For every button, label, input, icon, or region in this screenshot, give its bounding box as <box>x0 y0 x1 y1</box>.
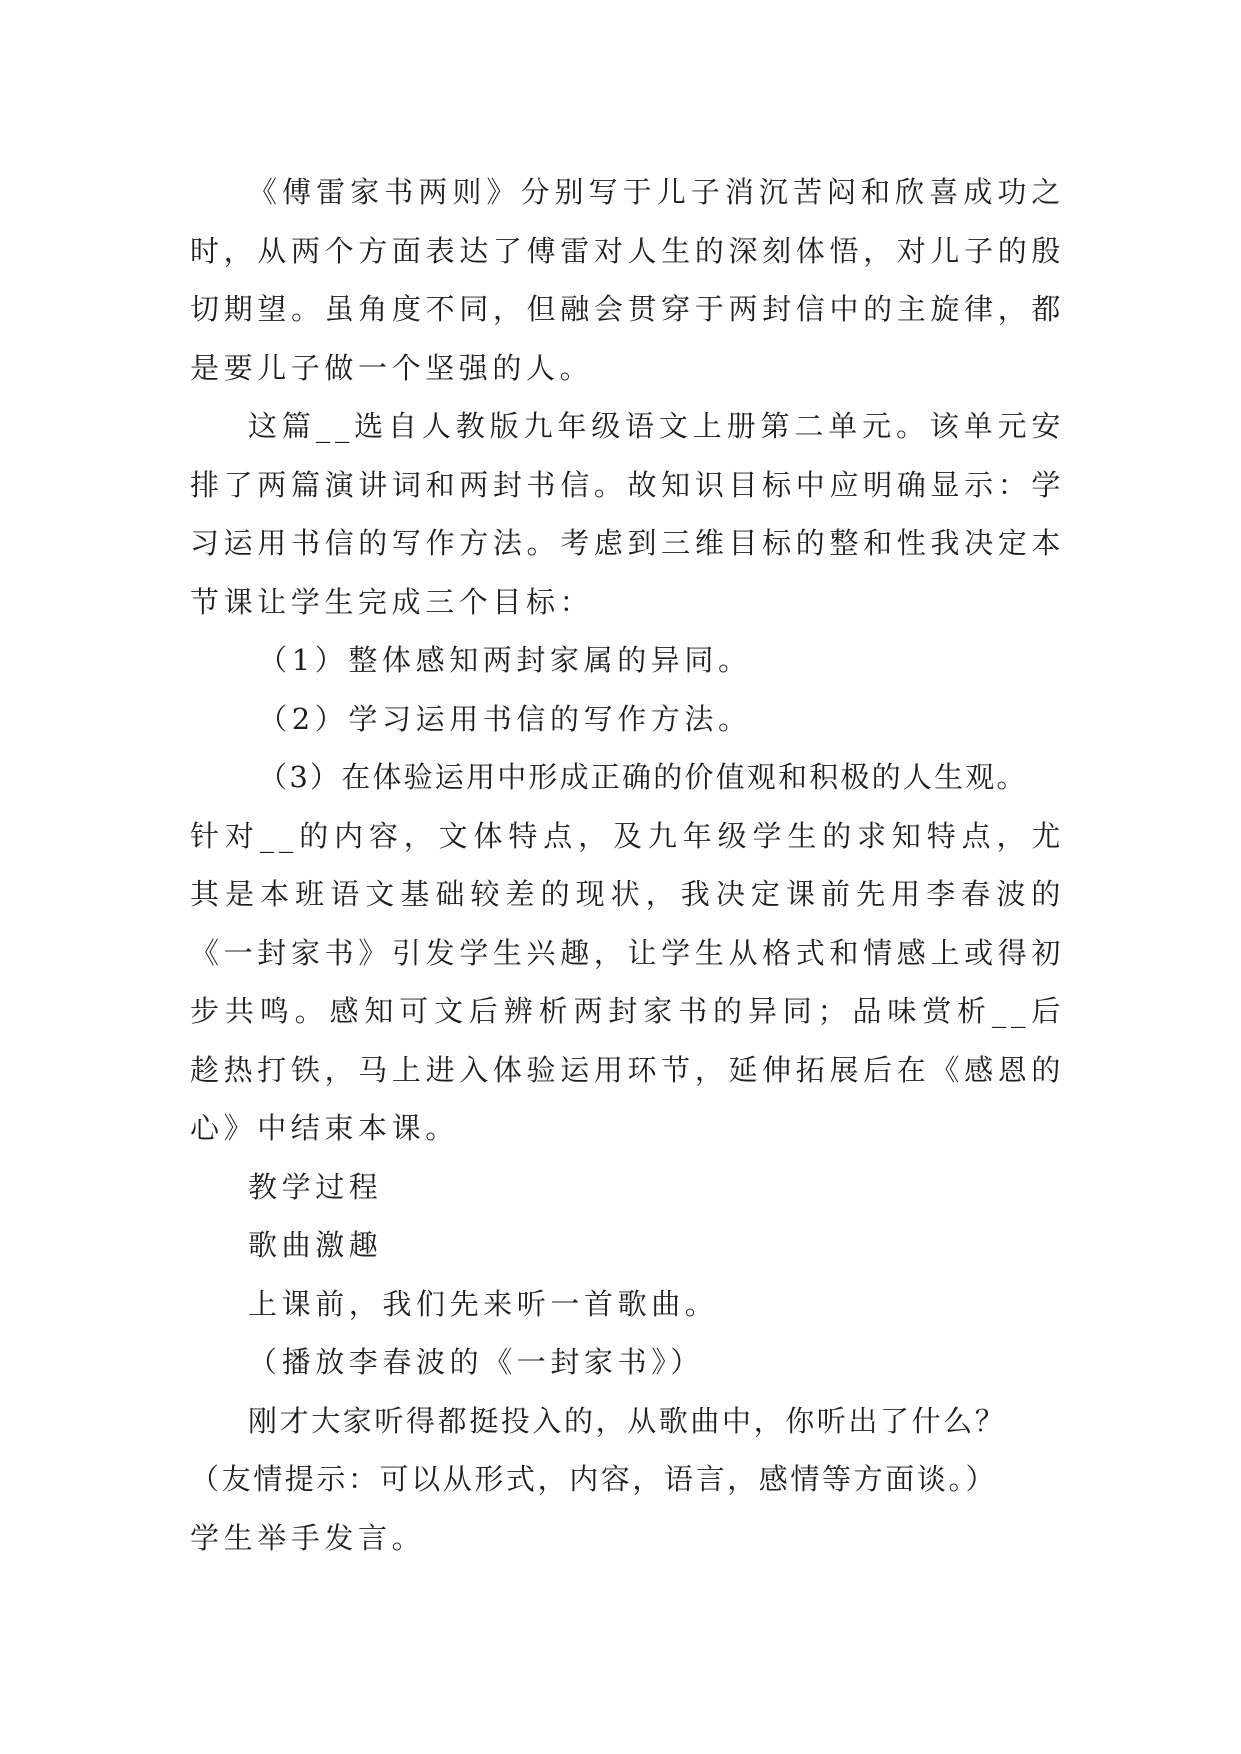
paragraph-goal-2: （2）学习运用书信的写作方法。 <box>258 701 752 736</box>
paragraph-play-song: （播放李春波的《一封家书》） <box>248 1345 704 1379</box>
document-body <box>190 163 1065 1567</box>
paragraph-hint: （友情提示：可以从形式，内容，语言，感情等方面谈。） <box>190 1462 998 1496</box>
paragraph-before-class: 上课前，我们先来听一首歌曲。 <box>248 1286 719 1321</box>
heading-song-intro: 歌曲激趣 <box>248 1228 383 1262</box>
paragraph-question: 刚才大家听得都挺投入的，从歌曲中，你听出了什么？ <box>248 1403 1007 1438</box>
paragraph-teaching-plan: 针对__的内容，文体特点，及九年级学生的求知特点，尤其是本班语文基础较差的现状，我决定课前先用李春波的《一封家书》引发学生兴趣，让学生从格式和情感上或得初步共鸣。感知可文后辨析两封家书的异同；品味赏析__后趁热打铁，马上进入体验运用环节，延伸拓展后在《感恩的心》中结束本课。 <box>190 818 1065 1145</box>
paragraph-goal-1: （1）整体感知两封家属的异同。 <box>258 643 752 677</box>
heading-teaching-process: 教学过程 <box>248 1169 383 1204</box>
paragraph-goal-3: （3）在体验运用中形成正确的价值观和积极的人生观。 <box>258 760 1028 794</box>
paragraph-intro: 《傅雷家书两则》分别写于儿子消沉苦闷和欣喜成功之时，从两个方面表达了傅雷对人生的深刻体悟，对儿子的殷切期望。虽角度不同，但融会贯穿于两封信中的主旋律，都是要儿子做一个坚强的人。 <box>190 175 1065 385</box>
paragraph-unit-info: 这篇__选自人教版九年级语文上册第二单元。该单元安排了两篇演讲词和两封书信。故知识目标中应明确显示：学习运用书信的写作方法。考虑到三维目标的整和性我决定本节课让学生完成三个目标： <box>190 409 1065 619</box>
paragraph-students-speak: 学生举手发言。 <box>190 1520 426 1555</box>
